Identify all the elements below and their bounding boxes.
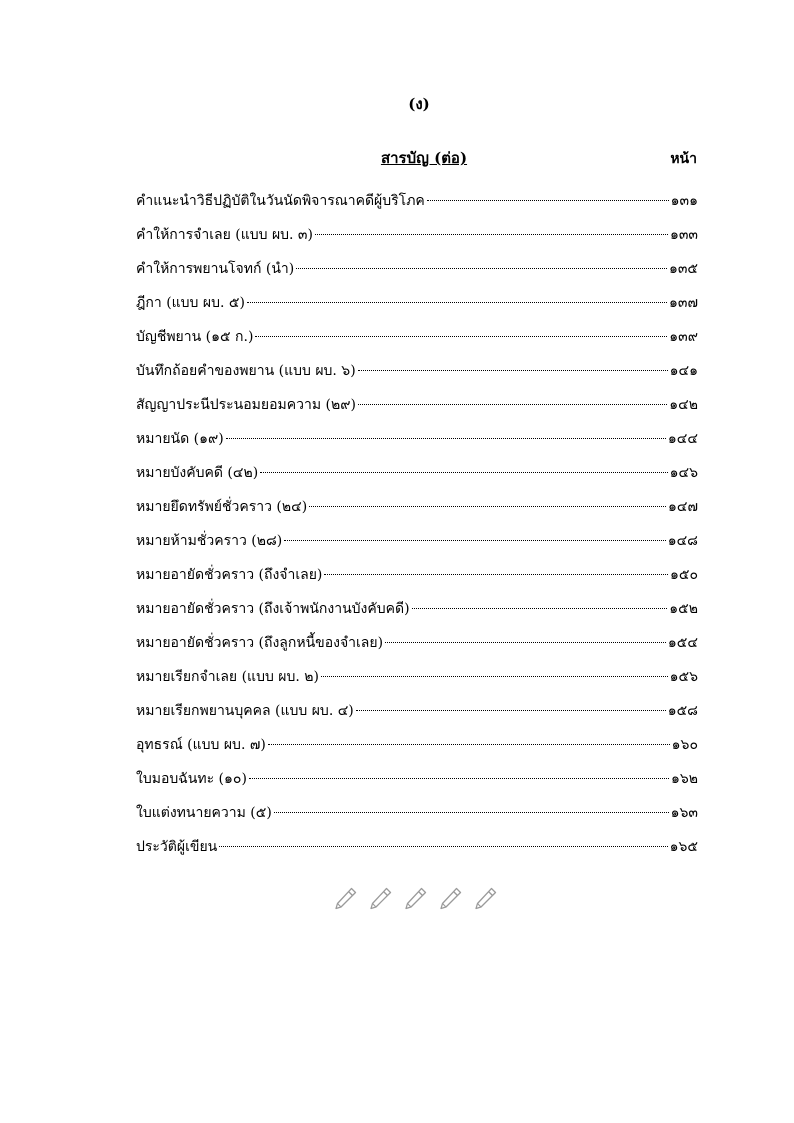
toc-entry-title: คำแนะนำวิธีปฏิบัติในวันนัดพิจารณาคดีผู้บริโภค: [136, 193, 425, 209]
dot-leader: [315, 234, 668, 235]
dot-leader: [260, 472, 667, 473]
toc-entry-page: ๑๔๘: [667, 533, 698, 549]
toc-entry: [136, 558, 698, 592]
dot-leader: [427, 200, 669, 201]
toc-entry-page: ๑๓๙: [669, 329, 698, 345]
dot-leader: [249, 778, 669, 779]
toc-entry-page: ๑๕๐: [669, 567, 698, 583]
toc-entry-title: สัญญาประนีประนอมยอมความ (๒๙): [136, 397, 356, 413]
toc-entry: [136, 422, 698, 456]
toc-entry-title: หมายเรียกจำเลย (แบบ ผบ. ๒): [136, 669, 319, 685]
toc-entry: [136, 320, 698, 354]
dot-leader: [274, 812, 669, 813]
toc-entry: [136, 592, 698, 626]
pen-icon: [472, 886, 498, 912]
dot-leader: [358, 370, 668, 371]
toc-entry: [136, 252, 698, 286]
toc-entry-page: ๑๖๒: [670, 771, 698, 787]
dot-leader: [219, 846, 667, 847]
toc-entry: [136, 626, 698, 660]
toc-entry-page: ๑๔๗: [667, 499, 698, 515]
toc-entry-title: บัญชีพยาน (๑๕ ก.): [136, 329, 254, 345]
toc-entry: [136, 490, 698, 524]
toc-entry-title: หมายบังคับคดี (๔๒): [136, 465, 259, 481]
dot-leader: [247, 302, 667, 303]
dot-leader: [226, 438, 666, 439]
pen-icon: [332, 886, 358, 912]
dot-leader: [321, 676, 668, 677]
toc-entry-page: ๑๓๕: [668, 261, 698, 277]
toc-entry-title: บันทึกถ้อยคำของพยาน (แบบ ผบ. ๖): [136, 363, 356, 379]
toc-entry: [136, 456, 698, 490]
toc-entry-page: ๑๔๔: [667, 431, 698, 447]
toc-entry: [136, 524, 698, 558]
toc-entry-title: หมายห้ามชั่วคราว (๒๘): [136, 533, 283, 549]
page-column-label: หน้า: [670, 151, 697, 167]
toc-entry: [136, 660, 698, 694]
toc-entry-page: ๑๔๑: [669, 363, 698, 379]
toc-entry-page: ๑๔๖: [669, 465, 698, 481]
pen-ornament: [332, 886, 498, 912]
dot-leader: [284, 540, 665, 541]
toc-entry-page: ๑๓๗: [669, 295, 698, 311]
toc-entry-page: ๑๕๒: [669, 601, 698, 617]
pen-icon: [437, 886, 463, 912]
toc-entry-page: ๑๖๐: [671, 737, 698, 753]
toc-entry: [136, 388, 698, 422]
toc-entry-title: หมายอายัดชั่วคราว (ถึงเจ้าพนักงานบังคับคดี): [136, 601, 410, 617]
toc-entry: [136, 184, 698, 218]
toc-entry: [136, 796, 698, 830]
toc-entry-title: คำให้การจำเลย (แบบ ผบ. ๓): [136, 227, 313, 243]
dot-leader: [412, 608, 668, 609]
toc-entry-page: ๑๖๓: [670, 805, 698, 821]
toc-entry-title: หมายนัด (๑๙): [136, 431, 224, 447]
dot-leader: [296, 268, 667, 269]
toc-entry-page: ๑๕๘: [667, 703, 698, 719]
toc-entry-title: อุทธรณ์ (แบบ ผบ. ๗): [136, 737, 266, 753]
toc-entry-page: ๑๓๑: [670, 193, 698, 209]
toc-entry-title: คำให้การพยานโจทก์ (นำ): [136, 261, 295, 277]
toc-entry-title: ฎีกา (แบบ ผบ. ๕): [136, 295, 245, 311]
dot-leader: [385, 642, 666, 643]
toc-entry-page: ๑๖๕: [669, 839, 698, 855]
toc-entry-page: ๑๕๔: [667, 635, 698, 651]
toc-entry: [136, 728, 698, 762]
page-number: (ง): [408, 95, 430, 113]
dot-leader: [356, 710, 666, 711]
toc-entry-title: ประวัติผู้เขียน: [136, 839, 218, 855]
toc-entry-title: หมายอายัดชั่วคราว (ถึงจำเลย): [136, 567, 323, 583]
toc-entry: [136, 762, 698, 796]
dot-leader: [309, 506, 666, 507]
toc-list: [136, 184, 698, 864]
toc-entry-title: หมายเรียกพยานบุคคล (แบบ ผบ. ๔): [136, 703, 354, 719]
toc-entry-title: ใบแต่งทนายความ (๕): [136, 805, 272, 821]
toc-entry-title: ใบมอบฉันทะ (๑๐): [136, 771, 247, 787]
dot-leader: [255, 336, 667, 337]
dot-leader: [324, 574, 668, 575]
toc-entry: [136, 354, 698, 388]
toc-entry-title: หมายยึดทรัพย์ชั่วคราว (๒๔): [136, 499, 308, 515]
dot-leader: [268, 744, 670, 745]
dot-leader: [358, 404, 667, 405]
toc-heading: สารบัญ (ต่อ): [380, 149, 468, 167]
toc-entry-page: ๑๓๓: [669, 227, 698, 243]
toc-entry: [136, 286, 698, 320]
toc-entry: [136, 218, 698, 252]
toc-entry: [136, 830, 698, 864]
toc-entry-page: ๑๔๒: [669, 397, 698, 413]
pen-icon: [402, 886, 428, 912]
toc-entry: [136, 694, 698, 728]
pen-icon: [367, 886, 393, 912]
toc-entry-title: หมายอายัดชั่วคราว (ถึงลูกหนี้ของจำเลย): [136, 635, 384, 651]
toc-entry-page: ๑๕๖: [669, 669, 698, 685]
